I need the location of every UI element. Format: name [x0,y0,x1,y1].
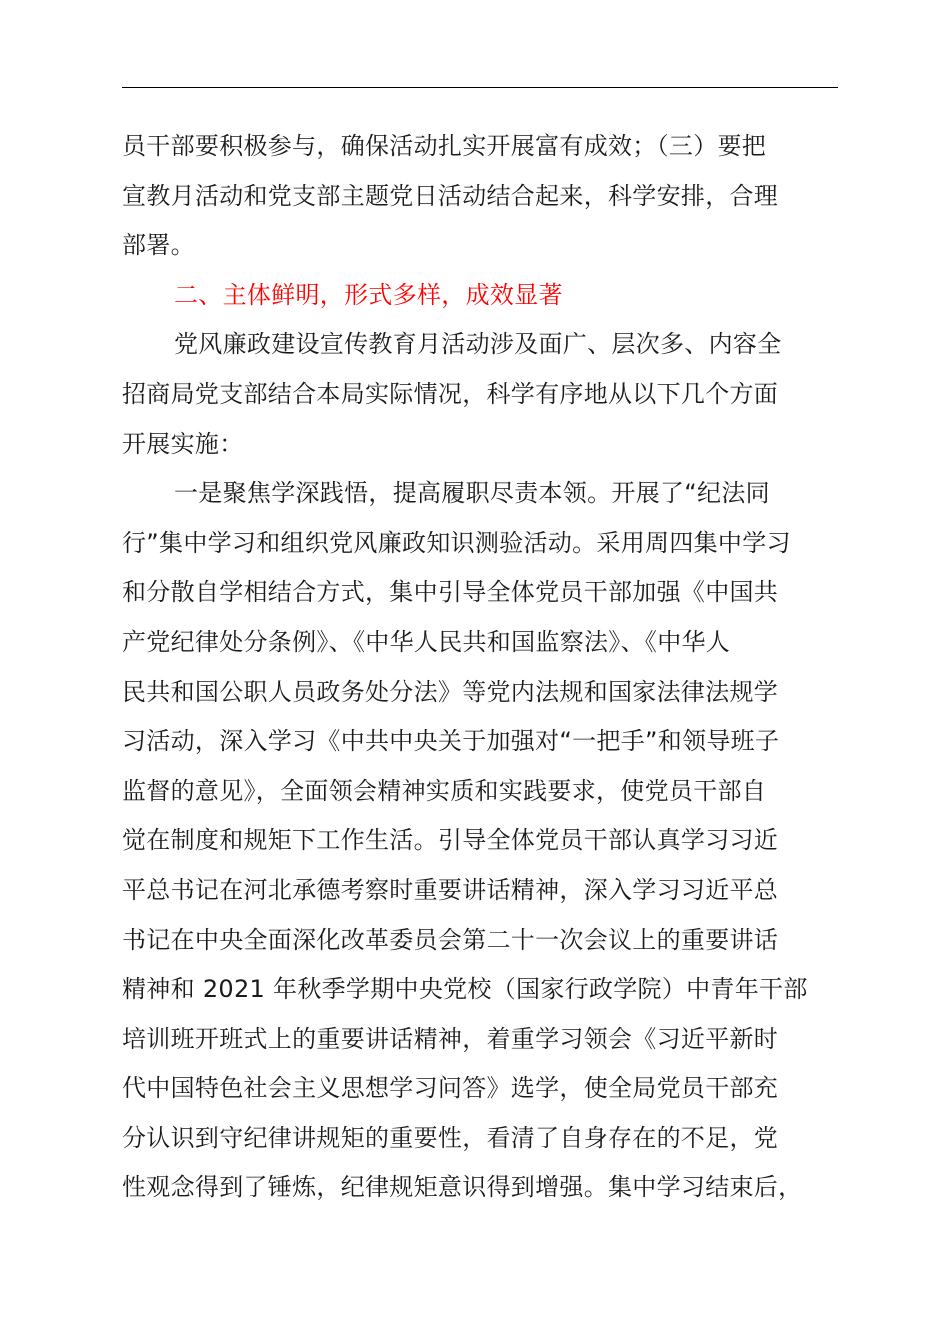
text-line: 和分散自学相结合方式，集中引导全体党员干部加强《中国共 [122,578,779,607]
text-line: 培训班开班式上的重要讲话精神，着重学习领会《习近平新时 [122,1024,779,1053]
text-line: 平总书记在河北承德考察时重要讲话精神，深入学习习近平总 [122,875,779,904]
text-line: 党风廉政建设宣传教育月活动涉及面广、层次多、内容全 [174,330,782,359]
text-line: 员干部要积极参与，确保活动扎实开展富有成效；（三）要把 [122,132,767,160]
text-line: 性观念得到了锤炼，纪律规矩意识得到增强。集中学习结束后， [122,1173,803,1202]
text-line: 监督的意见》，全面领会精神实质和实践要求，使党员干部自 [122,776,767,805]
text-line: 开展实施： [122,429,244,458]
text-line: 宣教月活动和党支部主题党日活动结合起来，科学安排，合理 [122,181,779,210]
text-line: 书记在中央全面深化改革委员会第二十一次会议上的重要讲话 [122,925,779,954]
text-line: 觉在制度和规矩下工作生活。引导全体党员干部认真学习习近 [122,826,779,855]
text-line: 产党纪律处分条例》、《中华人民共和国监察法》、《中华人 [122,627,731,656]
section-heading: 二、主体鲜明，形式多样，成效显著 [174,280,563,309]
text-line: 民共和国公职人员政务处分法》等党内法规和国家法律法规学 [122,677,779,706]
header-rule [122,87,838,88]
text-line: 代中国特色社会主义思想学习问答》选学，使全局党员干部充 [122,1074,779,1103]
text-line: 分认识到守纪律讲规矩的重要性，看清了自身存在的不足，党 [122,1123,779,1152]
text-line: 精神和 2021 年秋季学期中央党校（国家行政学院）中青年干部 [122,975,808,1004]
text-line: 一是聚焦学深践悟，提高履职尽责本领。开展了“纪法同 [174,479,770,508]
text-line: 招商局党支部结合本局实际情况，科学有序地从以下几个方面 [122,379,779,408]
text-line: 习活动，深入学习《中共中央关于加强对“一把手”和领导班子 [122,727,780,756]
document-body [122,122,842,1213]
text-line: 部署。 [122,231,195,260]
text-line: 行”集中学习和组织党风廉政知识测验活动。采用周四集中学习 [122,528,791,557]
